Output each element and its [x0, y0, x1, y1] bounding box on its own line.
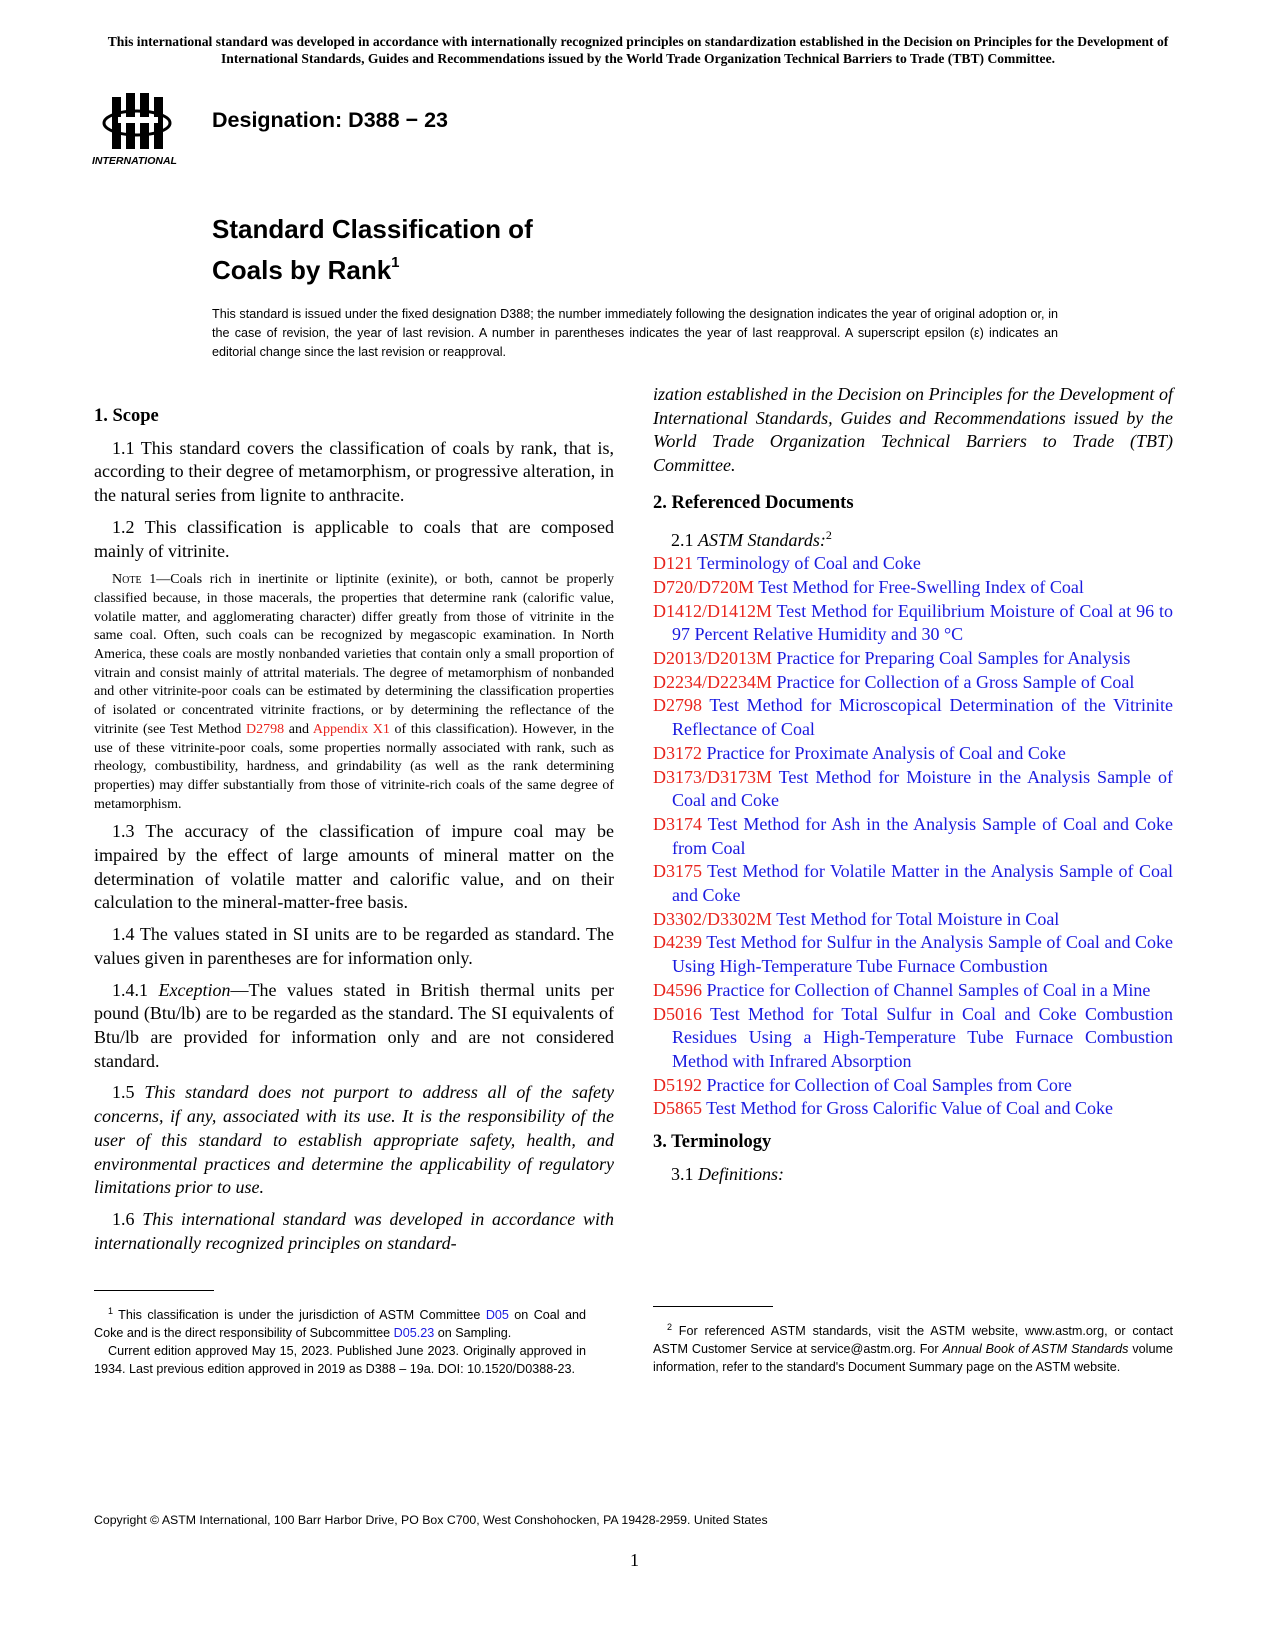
- reference-title-link[interactable]: Test Method for Total Moisture in Coal: [772, 908, 1060, 929]
- reference-item: [653, 908, 1173, 932]
- reference-item: [653, 742, 1173, 766]
- para-1-4-1-num: 1.4.1: [112, 979, 159, 1000]
- reference-title-link[interactable]: Test Method for Moisture in the Analysis Sample of Coal and Coke: [672, 766, 1173, 811]
- reference-item: [653, 1074, 1173, 1098]
- footnote-2-text-a: For referenced ASTM standards, visit the ASTM website, www.astm.org, or contact ASTM Customer Service at service@astm.org. For: [653, 1324, 1173, 1357]
- reference-code-link[interactable]: D4596: [653, 979, 702, 1000]
- reference-item: [653, 576, 1173, 600]
- footnote-rule-right: [653, 1306, 773, 1307]
- reference-code-link[interactable]: D2798: [653, 695, 702, 716]
- reference-title-link[interactable]: Test Method for Gross Calorific Value of Coal and Coke: [702, 1098, 1114, 1119]
- reference-code-link[interactable]: D3174: [653, 813, 702, 834]
- para-1-6: [94, 1208, 614, 1255]
- note-label: Note 1: [112, 572, 157, 588]
- footnote-1-mark: 1: [108, 1306, 114, 1316]
- astm-standards-text: ASTM Standards:: [698, 529, 826, 550]
- reference-title-link[interactable]: Practice for Collection of Coal Samples from Core: [702, 1074, 1072, 1095]
- reference-item: [653, 931, 1173, 978]
- para-1-4-1-text: —The values stated in British thermal units per pound (Btu/lb) are to be regarded as the standard. The SI equivalents of Btu/lb are provided for information only and are not considered standard.: [94, 979, 614, 1071]
- reference-code-link[interactable]: D5865: [653, 1098, 702, 1119]
- para-1-2: 1.2 This classification is applicable to coals that are composed mainly of vitrinite.: [94, 516, 614, 561]
- reference-code-link[interactable]: D5192: [653, 1074, 702, 1095]
- note-link-d2798[interactable]: D2798: [245, 721, 285, 737]
- reference-item: [653, 600, 1173, 647]
- astm-standards-num: 2.1: [671, 529, 698, 550]
- para-1-5-num: 1.5: [112, 1082, 145, 1103]
- reference-code-link[interactable]: D1412/D1412M: [653, 600, 773, 621]
- title-line-2: [212, 246, 533, 287]
- reference-code-link[interactable]: D4239: [653, 932, 702, 953]
- footnote-link-d05-23[interactable]: D05.23: [393, 1326, 435, 1341]
- reference-code-link[interactable]: D2234/D2234M: [653, 671, 773, 692]
- reference-title-link[interactable]: Test Method for Free-Swelling Index of Coal: [754, 576, 1084, 597]
- footnote-2: [653, 1318, 1173, 1376]
- reference-code-link[interactable]: D2013/D2013M: [653, 648, 773, 669]
- title-line-2-text: Coals by Rank: [212, 255, 392, 285]
- page-number: 1: [630, 1550, 639, 1570]
- reference-code-link[interactable]: D3173/D3173M: [653, 766, 773, 787]
- footnote-2-text-b: volume information, refer to the standard's Document Summary page on the ASTM website.: [653, 1342, 1173, 1375]
- para-1-3: 1.3 The accuracy of the classification of impure coal may be impaired by the effect of large amounts of mineral matter on the determination of volatile matter and calorific value, and on their calculation to the mineral-matter-free basis.: [94, 821, 614, 913]
- para-1-5-text: This standard does not purport to address all of the safety concerns, if any, associated with its use. It is the responsibility of the user of this standard to establish appropriate safety, health, and environmental practices and determine the applicability of regulatory limitations prior to use.: [94, 1082, 615, 1198]
- reference-item: [653, 694, 1173, 741]
- reference-title-link[interactable]: Test Method for Ash in the Analysis Sample of Coal and Coke from Coal: [672, 813, 1173, 858]
- definitions-num: 3.1: [671, 1163, 698, 1184]
- para-1-4-1-italic: Exception: [158, 979, 231, 1000]
- para-1-1: 1.1 This standard covers the classification of coals by rank, that is, according to their degree of metamorphism, or progressive alteration, in the natural series from lignite to anthracite.: [94, 437, 614, 506]
- reference-item: [653, 1097, 1173, 1121]
- note-text-a: —Coals rich in inertinite or liptinite (exinite), or both, cannot be properly classified because, in those macerals, the properties that determine rank (calorific value, volatile matter, and agglomerating character) differ greatly from those of vitrinite in the same coal. Often, such coals can be recognized by megascopic examination. In North America, these coals are mostly nonbanded varieties that contain only a small proportion of vitrain and consist mainly of attrital materials. The degree of metamorphism of nonbanded and other vitrinite-poor coals can be estimated by determining the classification properties of isolated or concentrated vitrinite fractions, or by determining the reflectance of the vitrinite (see Test Method: [94, 572, 614, 737]
- logo-international-text: INTERNATIONAL: [92, 155, 177, 167]
- para-1-6-continued: [653, 383, 1173, 478]
- footnote-2-mark: 2: [667, 1322, 673, 1332]
- reference-item: [653, 860, 1173, 907]
- para-1-4-1: [94, 979, 614, 1074]
- title-footnote-mark: 1: [391, 254, 400, 271]
- reference-item: [653, 979, 1173, 1003]
- reference-title-link[interactable]: Terminology of Coal and Coke: [693, 553, 921, 574]
- reference-title-link[interactable]: Test Method for Sulfur in the Analysis Sample of Coal and Coke Using High-Temperature Tube Furnace Combustion: [672, 932, 1173, 977]
- reference-title-link[interactable]: Test Method for Microscopical Determination of the Vitrinite Reflectance of Coal: [672, 695, 1173, 740]
- footnote-1-text-b: on Coal and Coke and is the direct responsibility of Subcommittee: [94, 1308, 586, 1341]
- reference-item: [653, 671, 1173, 695]
- reference-item: [653, 766, 1173, 813]
- astm-standards-label: [671, 524, 1173, 553]
- para-1-4: 1.4 The values stated in SI units are to be regarded as standard. The values given in parentheses are for information only.: [94, 924, 614, 968]
- reference-code-link[interactable]: D3172: [653, 742, 702, 763]
- footnote-1-text-c: on Sampling.: [434, 1326, 512, 1341]
- reference-title-link[interactable]: Practice for Preparing Coal Samples for Analysis: [772, 648, 1131, 669]
- reference-code-link[interactable]: D5016: [653, 1003, 702, 1024]
- reference-title-link[interactable]: Practice for Collection of a Gross Sample of Coal: [772, 671, 1135, 692]
- referenced-heading: 2. Referenced Documents: [653, 492, 854, 513]
- para-1-5: [94, 1081, 614, 1200]
- terminology-heading: 3. Terminology: [653, 1132, 772, 1153]
- para-1-6-text: This international standard was developed in accordance with internationally recognized principles on standard-: [94, 1208, 614, 1253]
- reference-code-link[interactable]: D720/D720M: [653, 576, 755, 597]
- document-title: [212, 213, 533, 287]
- reference-code-link[interactable]: D3175: [653, 861, 702, 882]
- footnote-2-italic: Annual Book of ASTM Standards: [942, 1342, 1129, 1357]
- definitions-text: Definitions:: [698, 1163, 784, 1184]
- footnote-2-para: [653, 1318, 1173, 1376]
- title-line-1: Standard Classification of: [212, 214, 533, 244]
- footnote-link-d05[interactable]: D05: [485, 1308, 509, 1323]
- reference-code-link[interactable]: D121: [653, 553, 693, 574]
- reference-item: [653, 647, 1173, 671]
- reference-title-link[interactable]: Test Method for Volatile Matter in the Analysis Sample of Coal and Coke: [672, 861, 1173, 906]
- footnote-rule-left: [94, 1290, 214, 1291]
- reference-list: [653, 552, 1173, 1121]
- reference-item: [653, 1003, 1173, 1074]
- footnote-1-edition: Current edition approved May 15, 2023. Published June 2023. Originally approved in 1934. Last previous edition approved in 2019 as D388 – 19a. DOI: 10.1520/D0388-23.: [94, 1344, 586, 1377]
- reference-item: [653, 813, 1173, 860]
- designation: Designation: D388 − 23: [212, 108, 448, 132]
- reference-item: [653, 552, 1173, 576]
- wto-notice: This international standard was developed in accordance with internationally recognized principles on standardization established in the Decision on Principles for the Development of International Standards, Guides and Recommendations issued by the World Trade Organization Technical Barriers to Trade (TBT) Committee.: [107, 34, 1169, 66]
- reference-title-link[interactable]: Test Method for Equilibrium Moisture of Coal at 96 to 97 Percent Relative Humidity and 30 °C: [672, 600, 1173, 645]
- note-link-appendix[interactable]: Appendix X1: [312, 721, 390, 737]
- reference-title-link[interactable]: Practice for Proximate Analysis of Coal and Coke: [702, 742, 1066, 763]
- reference-code-link[interactable]: D3302/D3302M: [653, 908, 773, 929]
- scope-heading: 1. Scope: [94, 406, 159, 426]
- note-text-b: and: [284, 721, 313, 737]
- astm-logo: [90, 87, 192, 173]
- definitions-label: [671, 1163, 1173, 1187]
- footnote-1: [94, 1302, 586, 1378]
- left-column: [94, 405, 614, 1255]
- copyright: Copyright © ASTM International, 100 Barr Harbor Drive, PO Box C700, West Conshohocken, PA 19428-2959. United States: [94, 1513, 768, 1527]
- reference-title-link[interactable]: Practice for Collection of Channel Samples of Coal in a Mine: [702, 979, 1151, 1000]
- note-1: [94, 571, 614, 814]
- footnote-1-text-a: This classification is under the jurisdiction of ASTM Committee: [113, 1308, 486, 1323]
- para-1-6-cont-text: ization established in the Decision on Principles for the Development of International Standards, Guides and Recommendations issued by the World Trade Organization Technical Barriers to Trade (TBT) Committee.: [653, 384, 1173, 476]
- issued-note: This standard is issued under the fixed designation D388; the number immediately following the designation indicates the year of original adoption or, in the case of revision, the year of last revision. A number in parentheses indicates the year of last reapproval. A superscript epsilon (ε) indicates an editorial change since the last revision or reapproval.: [212, 307, 1058, 359]
- right-column: [653, 383, 1173, 1187]
- astm-standards-mark: 2: [825, 527, 832, 542]
- para-1-6-num: 1.6: [112, 1208, 143, 1229]
- note-text-c: of this classification). However, in the use of these vitrinite-poor coals, some properties normally associated with rank, such as rheology, combustibility, hardness, and grindability (as well as the rank determining properties) may differ substantially from those of vitrinite-rich coals of the same degree of metamorphism.: [94, 721, 614, 812]
- footnote-1-para: [94, 1302, 586, 1342]
- reference-title-link[interactable]: Test Method for Total Sulfur in Coal and Coke Combustion Residues Using a High-Temperature Tube Furnace Combustion Method with Infrared Absorption: [672, 1003, 1173, 1071]
